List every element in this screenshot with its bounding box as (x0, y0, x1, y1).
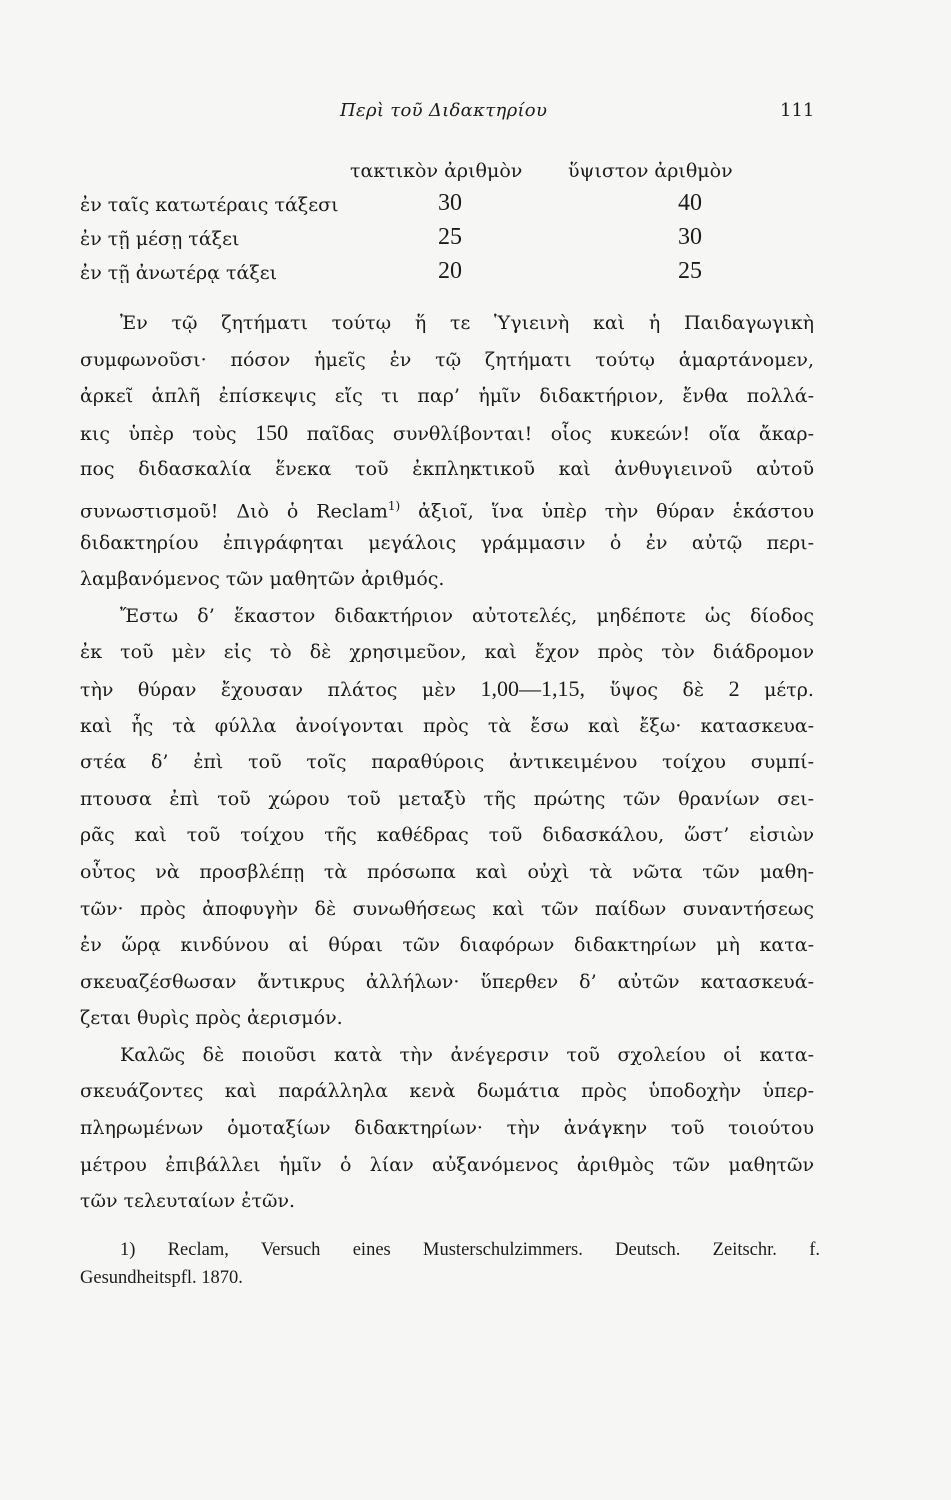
door-height-value: 2 (728, 675, 740, 701)
text-line: Ἐν τῷ ζητήματι τούτῳ ἥ τε Ὑγιεινὴ καὶ ἡ Παιδαγωγικὴ (120, 312, 814, 334)
text-line (80, 488, 814, 525)
footnote-line: Gesundheitspfl. 1870. (80, 1268, 243, 1288)
maximum-value: 30 (678, 224, 702, 250)
row-label: ἐν ταῖς κατωτέραις τάξεσι (80, 194, 339, 216)
row-label: ἐν τῇ μέσῃ τάξει (80, 228, 240, 250)
text-line: πληρωμένων ὁμοταξίων διδακτηρίων· τὴν ἀνάγκην τοῦ τοιούτου (80, 1117, 814, 1140)
running-title: Περὶ τοῦ Διδακτηρίου (340, 100, 548, 121)
text-fragment: συνωστισμοῦ! Διὸ ὁ Reclam (80, 500, 388, 523)
text-line: συμφωνοῦσι· πόσον ἡμεῖς ἐν τῷ ζητήματι τούτῳ ἁμαρτάνομεν, (80, 348, 814, 371)
footnote-line: 1) Reclam, Versuch eines Musterschulzimmers. Deutsch. Zeitschr. f. (120, 1240, 820, 1260)
footnote-marker: 1) (387, 498, 401, 513)
paragraph-1 (80, 305, 814, 598)
text-line: μέτρου ἐπιβάλλει ἡμῖν ὁ λίαν αὐξανόμενος ἀριθμὸς τῶν μαθητῶν (80, 1153, 814, 1176)
door-width-range: 1,00—1,15, (480, 675, 585, 701)
text-fragment: ἀξιοῖ, ἵνα ὑπὲρ τὴν θύραν ἑκάστου (418, 500, 814, 523)
table-row (80, 190, 820, 228)
text-line: λαμβανόμενος τῶν μαθητῶν ἀριθμός. (80, 568, 445, 591)
regular-value: 30 (438, 190, 462, 216)
table-row (80, 224, 820, 262)
body-text (80, 305, 814, 1220)
maximum-value: 40 (678, 190, 702, 216)
text-line: διδακτηρίου ἐπιγράφηται μεγάλοις γράμμασιν ὁ ἐν αὐτῷ περι- (80, 531, 814, 554)
regular-value: 25 (438, 224, 462, 250)
text-line: σκευαζέσθωσαν ἄντικρυς ἀλλήλων· ὕπερθεν δ’ αὐτῶν κατασκευά- (80, 970, 814, 993)
text-line (80, 671, 814, 708)
text-fragment: κις ὑπὲρ τοὺς (80, 422, 237, 445)
text-line: Καλῶς δὲ ποιοῦσι κατὰ τὴν ἀνέγερσιν τοῦ σχολείου οἱ κατα- (120, 1043, 814, 1066)
footnote (80, 1236, 820, 1292)
maximum-value: 25 (678, 258, 702, 284)
text-line: πος διδασκαλία ἕνεκα τοῦ ἐκπληκτικοῦ καὶ ἀνθυγιεινοῦ αὐτοῦ (80, 458, 814, 481)
text-line: καὶ ἧς τὰ φύλλα ἀνοίγονται πρὸς τὰ ἔσω καὶ ἔξω· κατασκευα- (80, 714, 814, 737)
text-line: πτουσα ἐπὶ τοῦ χώρου τοῦ μεταξὺ τῆς πρώτης τῶν θρανίων σει- (80, 787, 814, 810)
text-line: ἀρκεῖ ἁπλῆ ἐπίσκεψις εἴς τι παρ’ ἡμῖν διδακτήριον, ἔνθα πολλά- (80, 385, 814, 408)
text-line (80, 415, 814, 452)
text-line: τῶν τελευταίων ἐτῶν. (80, 1190, 296, 1213)
text-fragment: τὴν θύραν ἔχουσαν πλάτος μὲν (80, 678, 456, 701)
text-line: στέα δ’ ἐπὶ τοῦ τοῖς παραθύροις ἀντικειμένου τοίχου συμπί- (80, 751, 814, 774)
page-number: 111 (780, 100, 815, 121)
regular-value: 20 (438, 258, 462, 284)
text-fragment: ὕψος δὲ (609, 678, 705, 701)
text-line: ἐν ὥρᾳ κινδύνου αἱ θύραι τῶν διαφόρων διδακτηρίων μὴ κατα- (80, 934, 814, 957)
text-fragment: μέτρ. (764, 678, 814, 701)
column-header-regular: τακτικὸν ἀριθμὸν (350, 160, 523, 182)
text-line: ρᾶς καὶ τοῦ τοίχου τῆς καθέδρας τοῦ διδασκάλου, ὥστ’ εἰσιὼν (80, 824, 814, 847)
text-line: ἐκ τοῦ μὲν εἰς τὸ δὲ χρησιμεῦον, καὶ ἔχον πρὸς τὸν διάδρομον (80, 641, 814, 664)
paragraph-2 (80, 598, 814, 1037)
table-header-row (80, 160, 820, 194)
text-line: σκευάζοντες καὶ παράλληλα κενὰ δωμάτια πρὸς ὑποδοχὴν ὑπερ- (80, 1080, 814, 1103)
table-row (80, 258, 820, 296)
text-line: Ἔστω δ’ ἕκαστον διδακτήριον αὐτοτελές, μηδέποτε ὡς δίοδος (120, 604, 814, 627)
text-fragment: παῖδας συνθλίβονται! οἷος κυκεών! οἵα ἄκαρ- (306, 422, 814, 445)
page-header (0, 100, 951, 130)
column-header-maximum: ὕψιστον ἀριθμὸν (568, 160, 733, 182)
text-line: ζεται θυρὶς πρὸς ἀερισμόν. (80, 1007, 343, 1030)
text-line: οὗτος νὰ προσβλέπῃ τὰ πρόσωπα καὶ οὐχὶ τὰ νῶτα τῶν μαθη- (80, 860, 814, 883)
text-line: τῶν· πρὸς ἀποφυγὴν δὲ συνωθήσεως καὶ τῶν παίδων συναντήσεως (80, 897, 814, 920)
number-150: 150 (255, 419, 289, 445)
paragraph-3 (80, 1037, 814, 1220)
row-label: ἐν τῇ ἀνωτέρᾳ τάξει (80, 262, 278, 284)
